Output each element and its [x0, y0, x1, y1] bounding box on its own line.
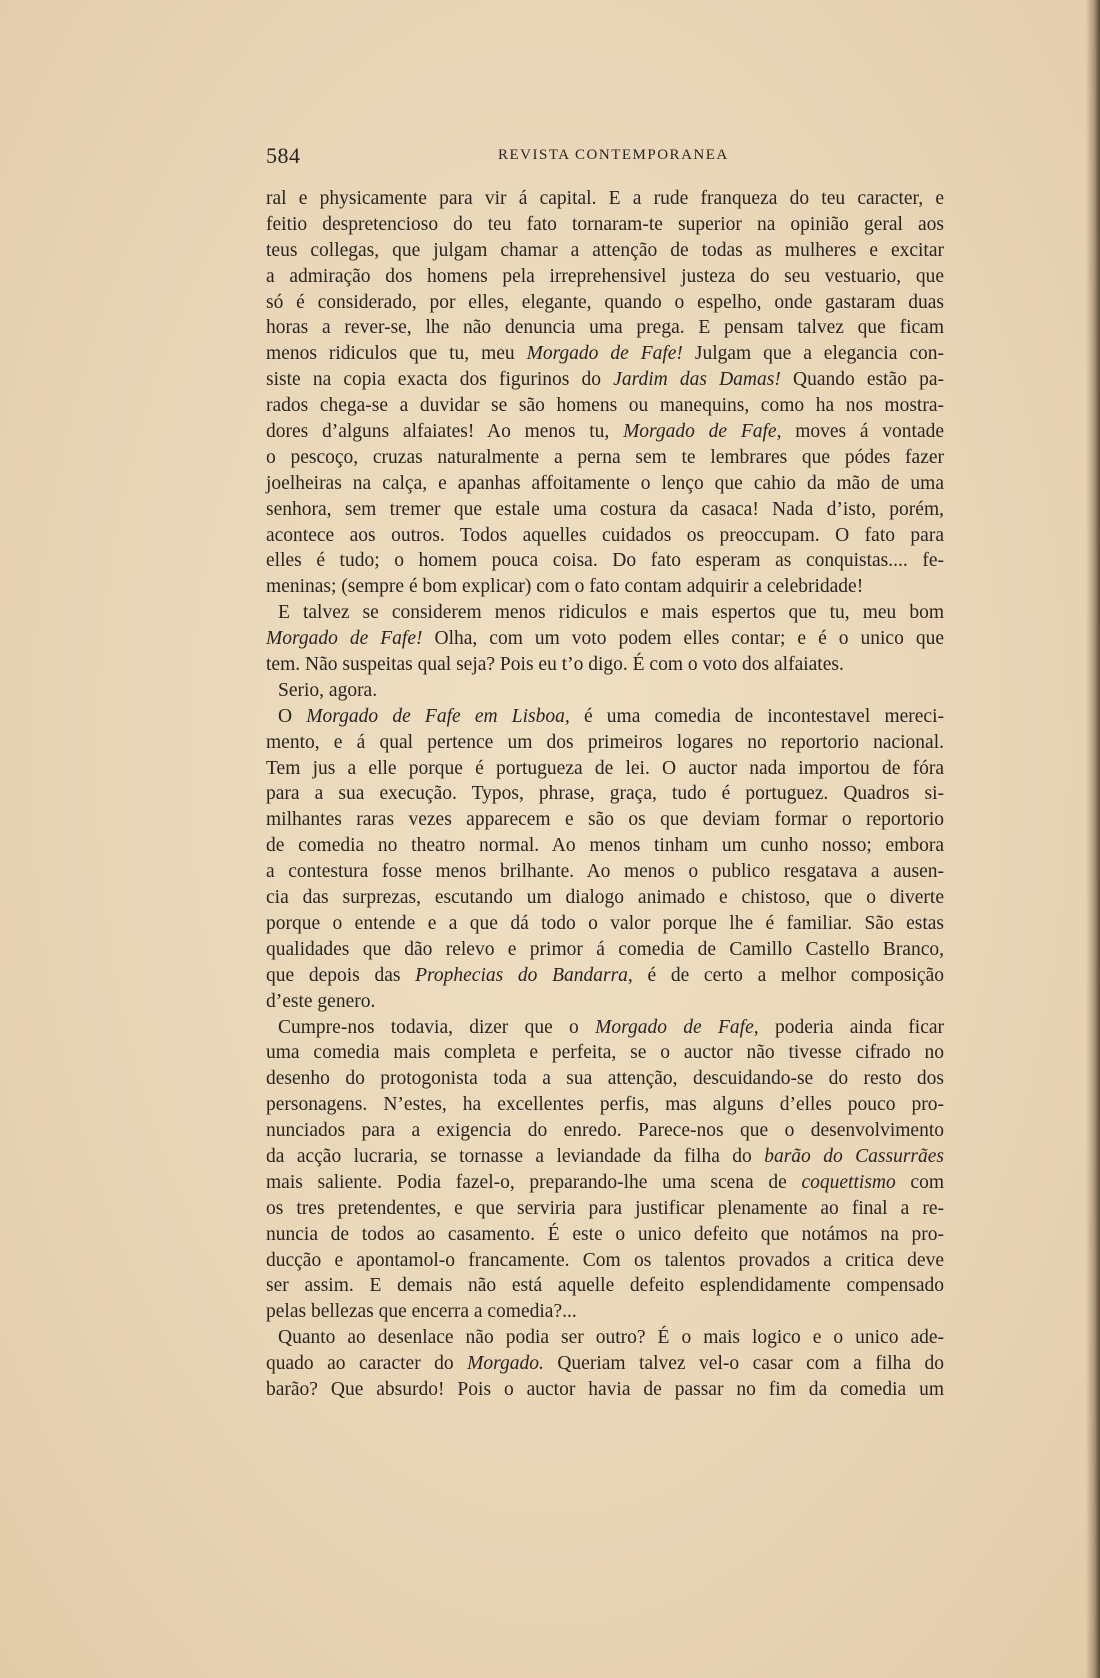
text-segment: mento, e á qual pertence um dos primeiros logares no reportorio nacional. [266, 731, 944, 753]
text-segment: Tem jus a elle porque é portugueza de lei. O auctor nada importou de fóra [266, 757, 944, 779]
text-segment: Olha, com um voto podem elles contar; e é o unico que [422, 628, 944, 650]
text-line [266, 186, 944, 212]
text-segment: os tres pretendentes, e que serviria para justificar plenamente ao final a re- [266, 1197, 944, 1219]
text-line [266, 1248, 944, 1274]
text-segment: feitio despretencioso do teu fato tornaram-te superior na opinião geral aos [266, 213, 944, 235]
text-line [266, 600, 944, 626]
text-segment: a admiração dos homens pela irreprehensivel justeza do seu vestuario, que [266, 265, 944, 287]
text-segment: milhantes raras vezes apparecem e são os que deviam formar o reportorio [266, 809, 944, 831]
text-segment: menos ridiculos que tu, meu [266, 343, 527, 365]
text-line [266, 1351, 944, 1377]
text-line [266, 1299, 944, 1325]
text-segment: mais saliente. Podia fazel-o, preparando-lhe uma scena de [266, 1171, 802, 1193]
text-line [266, 807, 944, 833]
text-line [266, 704, 944, 730]
text-segment: nuncia de todos ao casamento. É este o unico defeito que notámos na pro- [266, 1223, 944, 1245]
text-segment: Quando estão pa- [780, 369, 945, 391]
text-line [266, 1377, 944, 1403]
text-segment: elles é tudo; o homem pouca coisa. Do fato esperam as conquistas.... fe- [266, 550, 944, 572]
text-line [266, 756, 944, 782]
text-line [266, 1092, 944, 1118]
italic-title: Morgado. [467, 1353, 544, 1375]
text-line [266, 1040, 944, 1066]
italic-title: Jardim das Damas! [613, 369, 781, 391]
text-line [266, 497, 944, 523]
text-line [266, 963, 944, 989]
text-line [266, 1325, 944, 1351]
text-segment: siste na copia exacta dos figurinos do [266, 369, 614, 391]
text-segment: Queriam talvez vel-o casar com a filha do [543, 1353, 944, 1375]
text-line [266, 1170, 944, 1196]
text-line [266, 730, 944, 756]
text-segment: E talvez se considerem menos ridiculos e mais espertos que tu, meu bom [278, 602, 944, 624]
text-segment: que depois das [266, 964, 416, 986]
text-segment: nunciados para a exigencia do enredo. Parece-nos que o desenvolvimento [266, 1120, 944, 1142]
text-line [266, 937, 944, 963]
italic-title: Morgado de Fafe em Lisboa, [306, 705, 570, 727]
text-segment: com [895, 1171, 944, 1193]
text-segment: uma comedia mais completa e perfeita, se o auctor não tivesse cifrado no [266, 1042, 944, 1064]
text-line [266, 523, 944, 549]
text-segment: tem. Não suspeitas qual seja? Pois eu t’o digo. É com o voto dos alfaiates. [266, 654, 844, 676]
text-segment: meninas; (sempre é bom explicar) com o fato contam adquirir a celebridade! [266, 576, 864, 598]
text-line [266, 574, 944, 600]
text-segment: qualidades que dão relevo e primor á comedia de Camillo Castello Branco, [266, 938, 944, 960]
text-segment: ducção e apontamol-o francamente. Com os talentos provados a critica deve [266, 1249, 944, 1271]
italic-title: Morgado de Fafe! [526, 343, 683, 365]
text-line [266, 238, 944, 264]
text-segment: é de certo a melhor composição [632, 964, 944, 986]
text-line [266, 1066, 944, 1092]
text-segment: horas a rever-se, lhe não denuncia uma prega. E pensam talvez que ficam [266, 317, 944, 339]
text-segment: só é considerado, por elles, elegante, quando o espelho, onde gastaram duas [266, 291, 944, 313]
text-line [266, 341, 944, 367]
text-segment: o pescoço, cruzas naturalmente a perna sem te lembrares que pódes fazer [266, 446, 944, 468]
text-segment: dores d’alguns alfaiates! Ao menos tu, [266, 421, 624, 443]
text-segment: Quanto ao desenlace não podia ser outro? É o mais logico e o unico ade- [278, 1327, 944, 1349]
text-line [266, 911, 944, 937]
text-line [266, 471, 944, 497]
text-line [266, 264, 944, 290]
text-segment: barão? Que absurdo! Pois o auctor havia de passar no fim da comedia um [266, 1378, 944, 1400]
page-edge-shadow [1086, 0, 1100, 1678]
text-segment: da acção lucraria, se tornasse a leviandade da filha do [266, 1145, 765, 1167]
running-title: REVISTA CONTEMPORANEA [498, 147, 729, 163]
text-segment: a contestura fosse menos brilhante. Ao menos o publico resgatava a ausen- [266, 861, 944, 883]
text-line [266, 1015, 944, 1041]
text-segment: desenho do protogonista toda a sua attenção, descuidando-se do resto dos [266, 1068, 944, 1090]
text-segment: d’este genero. [266, 990, 376, 1012]
text-line [266, 212, 944, 238]
text-segment: Serio, agora. [278, 679, 378, 701]
text-segment: teus collegas, que julgam chamar a attenção de todas as mulheres e excitar [266, 239, 944, 261]
text-segment: cia das surprezas, escutando um dialogo animado e chistoso, que o diverte [266, 887, 944, 909]
body-text [266, 186, 944, 1403]
page-number: 584 [266, 143, 301, 168]
text-segment: quado ao caracter do [266, 1353, 468, 1375]
text-line [266, 419, 944, 445]
text-segment: joelheiras na calça, e apanhas affoitamente o lenço que cahio da mão de uma [266, 472, 944, 494]
text-segment: O [278, 705, 307, 727]
text-line [266, 1118, 944, 1144]
text-segment: poderia ainda ficar [758, 1016, 944, 1038]
text-line [266, 1222, 944, 1248]
text-line [266, 1144, 944, 1170]
italic-title: Morgado de Fafe! [266, 628, 423, 650]
text-line [266, 885, 944, 911]
text-segment: de comedia no theatro normal. Ao menos tinham um cunho nosso; embora [266, 835, 944, 857]
text-segment: Julgam que a elegancia con- [682, 343, 944, 365]
text-line [266, 445, 944, 471]
text-segment: ser assim. E demais não está aquelle defeito esplendidamente compensado [266, 1275, 944, 1297]
text-segment: pelas bellezas que encerra a comedia?... [266, 1301, 577, 1323]
text-segment: moves á vontade [781, 421, 945, 443]
text-line [266, 833, 944, 859]
text-line [266, 1196, 944, 1222]
text-line [266, 859, 944, 885]
italic-title: Morgado de Fafe, [623, 421, 782, 443]
text-line [266, 989, 944, 1015]
text-line [266, 652, 944, 678]
text-line [266, 367, 944, 393]
text-line [266, 678, 944, 704]
text-line [266, 315, 944, 341]
text-segment: personagens. N’estes, ha excellentes perfis, mas alguns d’elles pouco pro- [266, 1094, 944, 1116]
text-segment: porque o entende e a que dá todo o valor porque lhe é familiar. São estas [266, 912, 944, 934]
text-line [266, 548, 944, 574]
text-segment: para a sua execução. Typos, phrase, graça, tudo é portuguez. Quadros si- [266, 783, 944, 805]
text-line [266, 1273, 944, 1299]
text-line [266, 781, 944, 807]
text-line [266, 290, 944, 316]
text-segment: senhora, sem tremer que estale uma costura da casaca! Nada d’isto, porém, [266, 498, 944, 520]
text-segment: rados chega-se a duvidar se são homens ou manequins, como ha nos mostra- [266, 395, 944, 417]
text-line [266, 393, 944, 419]
text-segment: é uma comedia de incontestavel mereci- [569, 705, 944, 727]
text-line [266, 626, 944, 652]
text-segment: ral e physicamente para vir á capital. E a rude franqueza do teu caracter, e [266, 188, 944, 209]
italic-title: Prophecias do Bandarra, [415, 964, 633, 986]
text-segment: Cumpre-nos todavia, dizer que o [278, 1016, 596, 1038]
text-segment: acontece aos outros. Todos aquelles cuidados os preoccupam. O fato para [266, 524, 944, 546]
italic-title: coquettismo [801, 1171, 896, 1193]
italic-title: Morgado de Fafe, [595, 1016, 759, 1038]
page-header [266, 143, 946, 169]
italic-title: barão do Cassurrães [764, 1145, 944, 1167]
